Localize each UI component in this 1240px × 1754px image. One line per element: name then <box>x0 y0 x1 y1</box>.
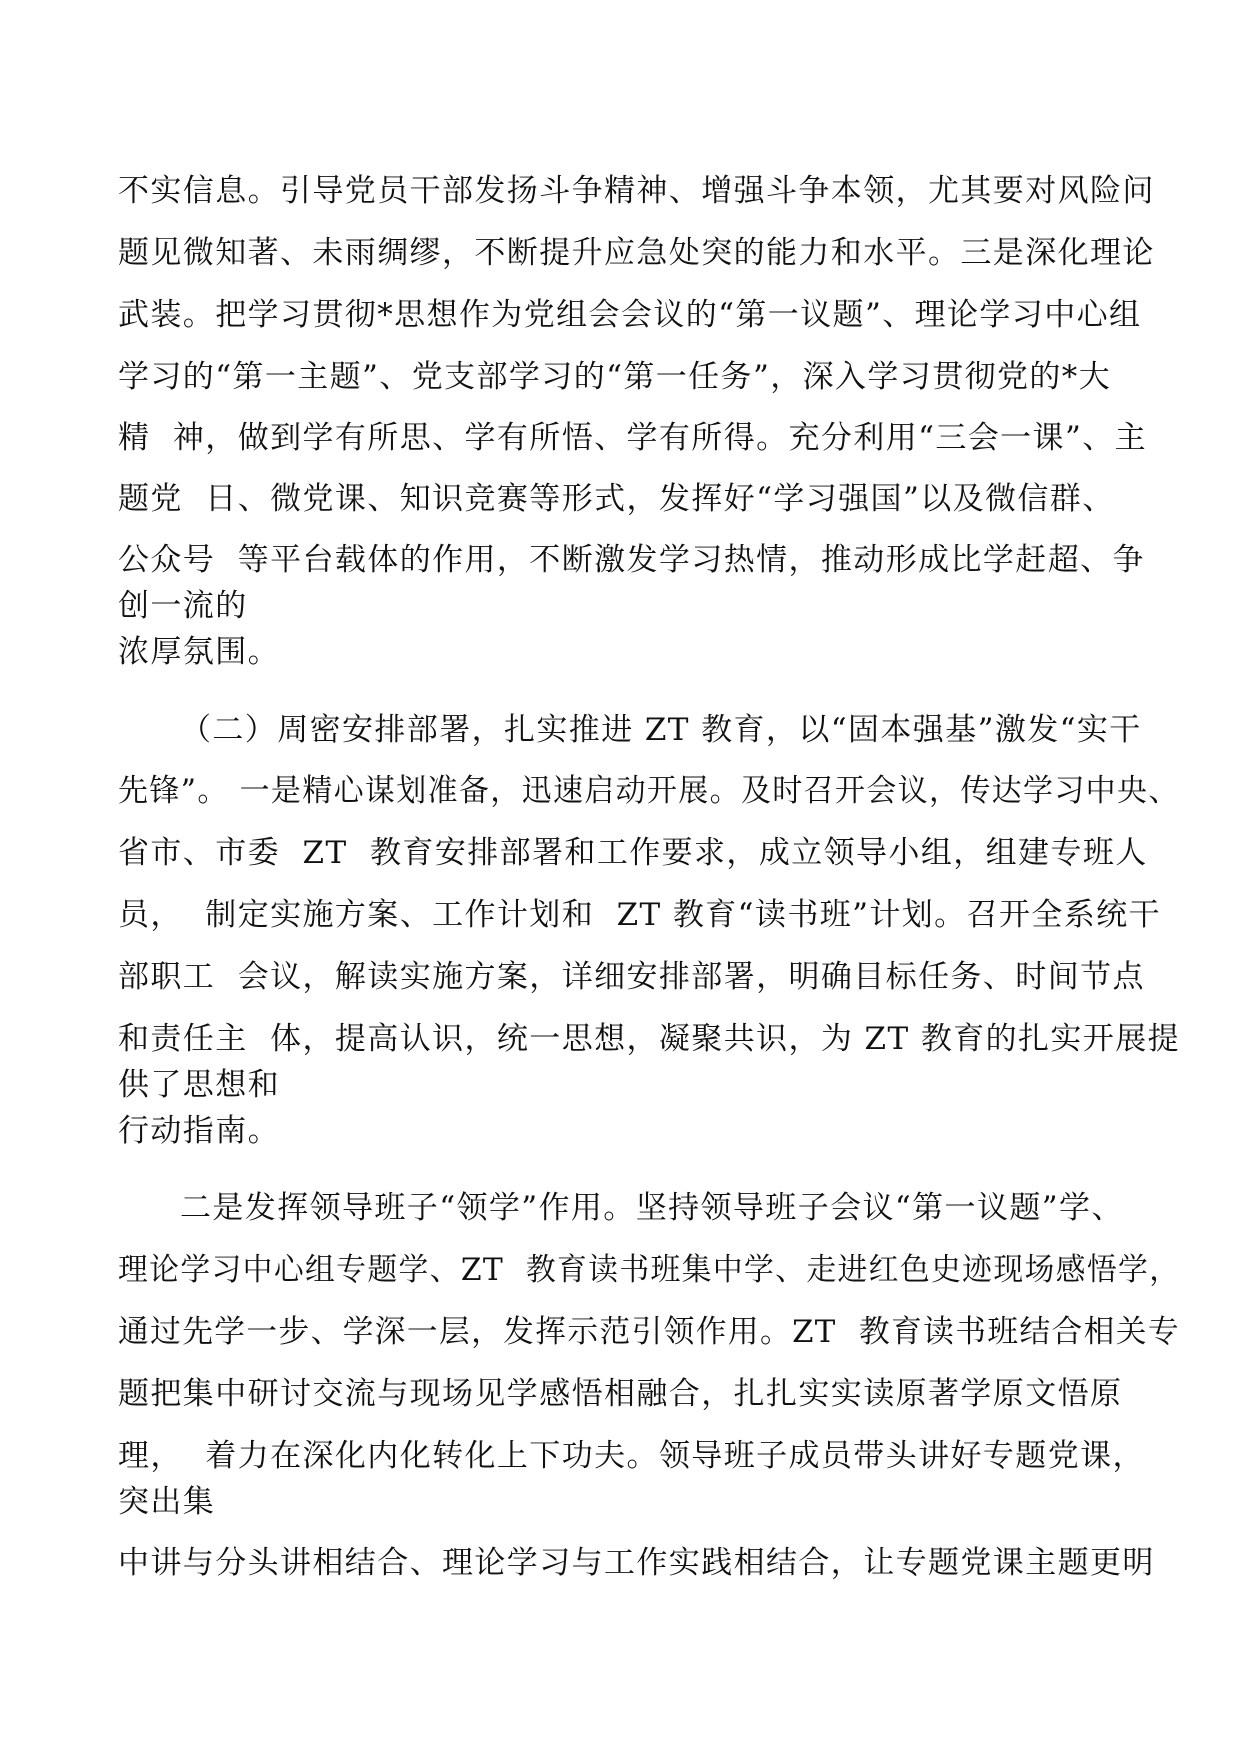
text-line: 题把集中研讨交流与现场见学感悟相融合，扎扎实实读原著学原文悟原 <box>118 1376 1123 1412</box>
text-line: 题见微知著、未雨绸缪，不断提升应急处突的能力和水平。三是深化理论 <box>118 235 1155 271</box>
text-line: 理论学习中心组专题学、ZT 教育读书班集中学、走进红色史迹现场感悟学， <box>118 1252 1181 1288</box>
text-line: 公众号 等平台载体的作用，不断激发学习热情，推动形成比学赶超、争 <box>118 542 1145 578</box>
text-line: 中讲与分头讲相结合、理论学习与工作实践相结合，让专题党课主题更明 <box>118 1545 1155 1581</box>
text-line: 部职工 会议，解读实施方案，详细安排部署，明确目标任务、时间节点 <box>118 959 1145 995</box>
text-line: 和责任主 体，提高认识，统一思想，凝聚共识，为 ZT 教育的扎实开展提 <box>118 1021 1181 1057</box>
text-line: 先锋”。 一是精心谋划准备，迅速启动开展。及时召开会议，传达学习中央、 <box>118 773 1180 809</box>
text-line: 供了思想和 <box>118 1067 280 1103</box>
text-line: 理， 着力在深化内化转化上下功夫。领导班子成员带头讲好专题党课， <box>118 1438 1145 1474</box>
text-line: 员， 制定实施方案、工作计划和 ZT 教育“读书班”计划。召开全系统干 <box>118 897 1161 933</box>
text-line: 通过先学一步、学深一层，发挥示范引领作用。ZT 教育读书班结合相关专 <box>118 1314 1180 1350</box>
text-line: 创一流的 <box>118 588 248 624</box>
text-line: 突出集 <box>118 1484 216 1520</box>
text-line: 行动指南。 <box>118 1113 280 1149</box>
text-line: 浓厚氛围。 <box>118 634 280 670</box>
text-line: 二是发挥领导班子“领学”作用。坚持领导班子会议“第一议题”学、 <box>180 1190 1124 1226</box>
section-heading: （二）周密安排部署，扎实推进 ZT 教育，以“固本强基”激发“实干 <box>180 712 1142 748</box>
text-line: 省市、市委 ZT 教育安排部署和工作要求，成立领导小组，组建专班人 <box>118 835 1148 871</box>
text-line: 武装。把学习贯彻*思想作为党组会会议的“第一议题”、理论学习中心组 <box>118 297 1142 333</box>
text-line: 精 神，做到学有所思、学有所悟、学有所得。充分利用“三会一课”、主 <box>118 420 1148 456</box>
text-line: 不实信息。引导党员干部发扬斗争精神、增强斗争本领，尤其要对风险问 <box>118 173 1155 209</box>
text-line: 学习的“第一主题”、党支部学习的“第一任务”，深入学习贯彻党的*大 <box>118 359 1112 395</box>
text-line: 题党 日、微党课、知识竞赛等形式，发挥好“学习强国”以及微信群、 <box>118 481 1115 517</box>
